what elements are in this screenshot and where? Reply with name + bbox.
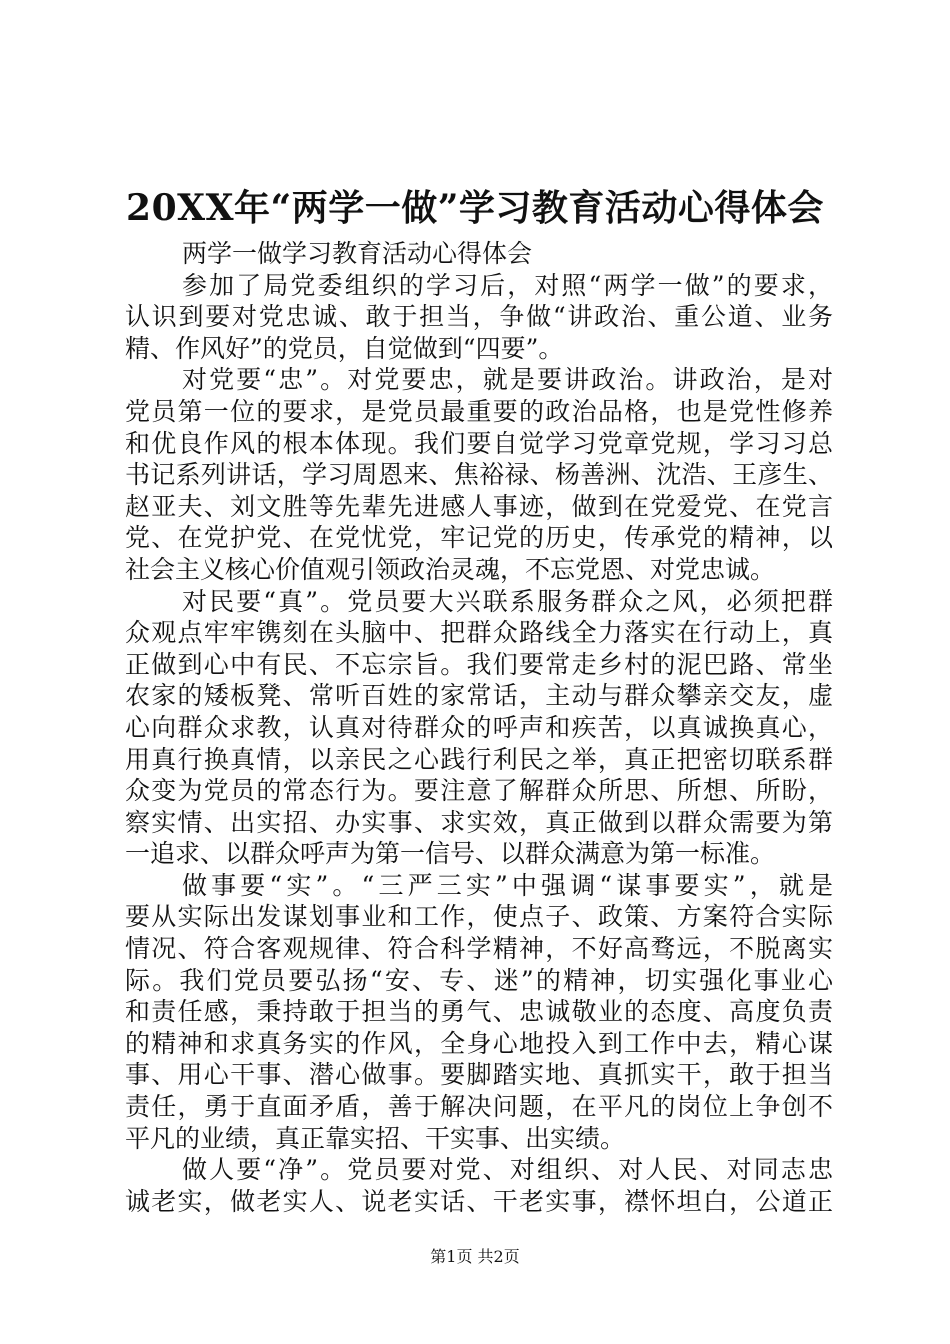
text-line: 党员第一位的要求，是党员最重要的政治品格，也是党性修养 <box>125 396 833 426</box>
text-line: 做事要“实”。“三严三实”中强调“谋事要实”，就是 <box>182 870 833 900</box>
text-line: 一追求、以群众呼声为第一信号、以群众满意为第一标准。 <box>125 839 776 869</box>
document-title: 20XX年“两学一做”学习教育活动心得体会 <box>126 187 824 229</box>
text-line: 平凡的业绩，真正靠实招、干实事、出实绩。 <box>125 1123 626 1153</box>
text-line: 众观点牢牢镌刻在头脑中、把群众路线全力落实在行动上，真 <box>125 618 833 648</box>
text-line: 的精神和求真务实的作风，全身心地投入到工作中去，精心谋 <box>125 1028 833 1058</box>
text-line: 和优良作风的根本体现。我们要自觉学习党章党规，学习习总 <box>125 428 833 458</box>
text-line: 责任，勇于直面矛盾，善于解决问题，在平凡的岗位上争创不 <box>125 1092 833 1122</box>
text-line: 精、作风好”的党员，自觉做到“四要”。 <box>125 333 564 363</box>
text-line: 察实情、出实招、办实事、求实效，真正做到以群众需要为第 <box>125 807 833 837</box>
text-line: 书记系列讲话，学习周恩来、焦裕禄、杨善洲、沈浩、王彦生、 <box>125 460 833 490</box>
document-body <box>125 238 833 1217</box>
text-line: 正做到心中有民、不忘宗旨。我们要常走乡村的泥巴路、常坐 <box>125 649 833 679</box>
text-line: 对党要“忠”。对党要忠，就是要讲政治。讲政治，是对 <box>182 365 833 395</box>
text-line: 党、在党护党、在党忧党，牢记党的历史，传承党的精神，以 <box>125 523 833 553</box>
text-line: 社会主义核心价值观引领政治灵魂，不忘党恩、对党忠诚。 <box>125 554 776 584</box>
text-line: 众变为党员的常态行为。要注意了解群众所思、所想、所盼， <box>125 776 833 806</box>
text-line: 赵亚夫、刘文胜等先辈先进感人事迹，做到在党爱党、在党言 <box>125 491 833 521</box>
text-line: 要从实际出发谋划事业和工作，使点子、政策、方案符合实际 <box>125 902 833 932</box>
text-line: 诚老实，做老实人、说老实话、干老实事，襟怀坦白，公道正 <box>125 1186 833 1216</box>
text-line: 际。我们党员要弘扬“安、专、迷”的精神，切实强化事业心 <box>125 965 833 995</box>
text-line: 认识到要对党忠诚、敢于担当，争做“讲政治、重公道、业务 <box>125 302 833 332</box>
text-line: 情况、符合客观规律、符合科学精神，不好高骛远，不脱离实 <box>125 934 833 964</box>
page-footer: 第1页 共2页 <box>430 1247 520 1266</box>
text-line: 事、用心干事、潜心做事。要脚踏实地、真抓实干，敢于担当 <box>125 1060 833 1090</box>
text-line: 和责任感，秉持敢于担当的勇气、忠诚敬业的态度、高度负责 <box>125 997 833 1027</box>
text-line: 参加了局党委组织的学习后，对照“两学一做”的要求， <box>182 270 833 300</box>
text-line: 心向群众求教，认真对待群众的呼声和疾苦，以真诚换真心， <box>125 712 833 742</box>
text-line: 用真行换真情，以亲民之心践行利民之举，真正把密切联系群 <box>125 744 833 774</box>
text-line: 做人要“净”。党员要对党、对组织、对人民、对同志忠 <box>182 1155 833 1185</box>
text-line: 农家的矮板凳、常听百姓的家常话，主动与群众攀亲交友，虚 <box>125 681 833 711</box>
text-line: 对民要“真”。党员要大兴联系服务群众之风，必须把群 <box>182 586 833 616</box>
text-line: 两学一做学习教育活动心得体会 <box>182 239 533 268</box>
